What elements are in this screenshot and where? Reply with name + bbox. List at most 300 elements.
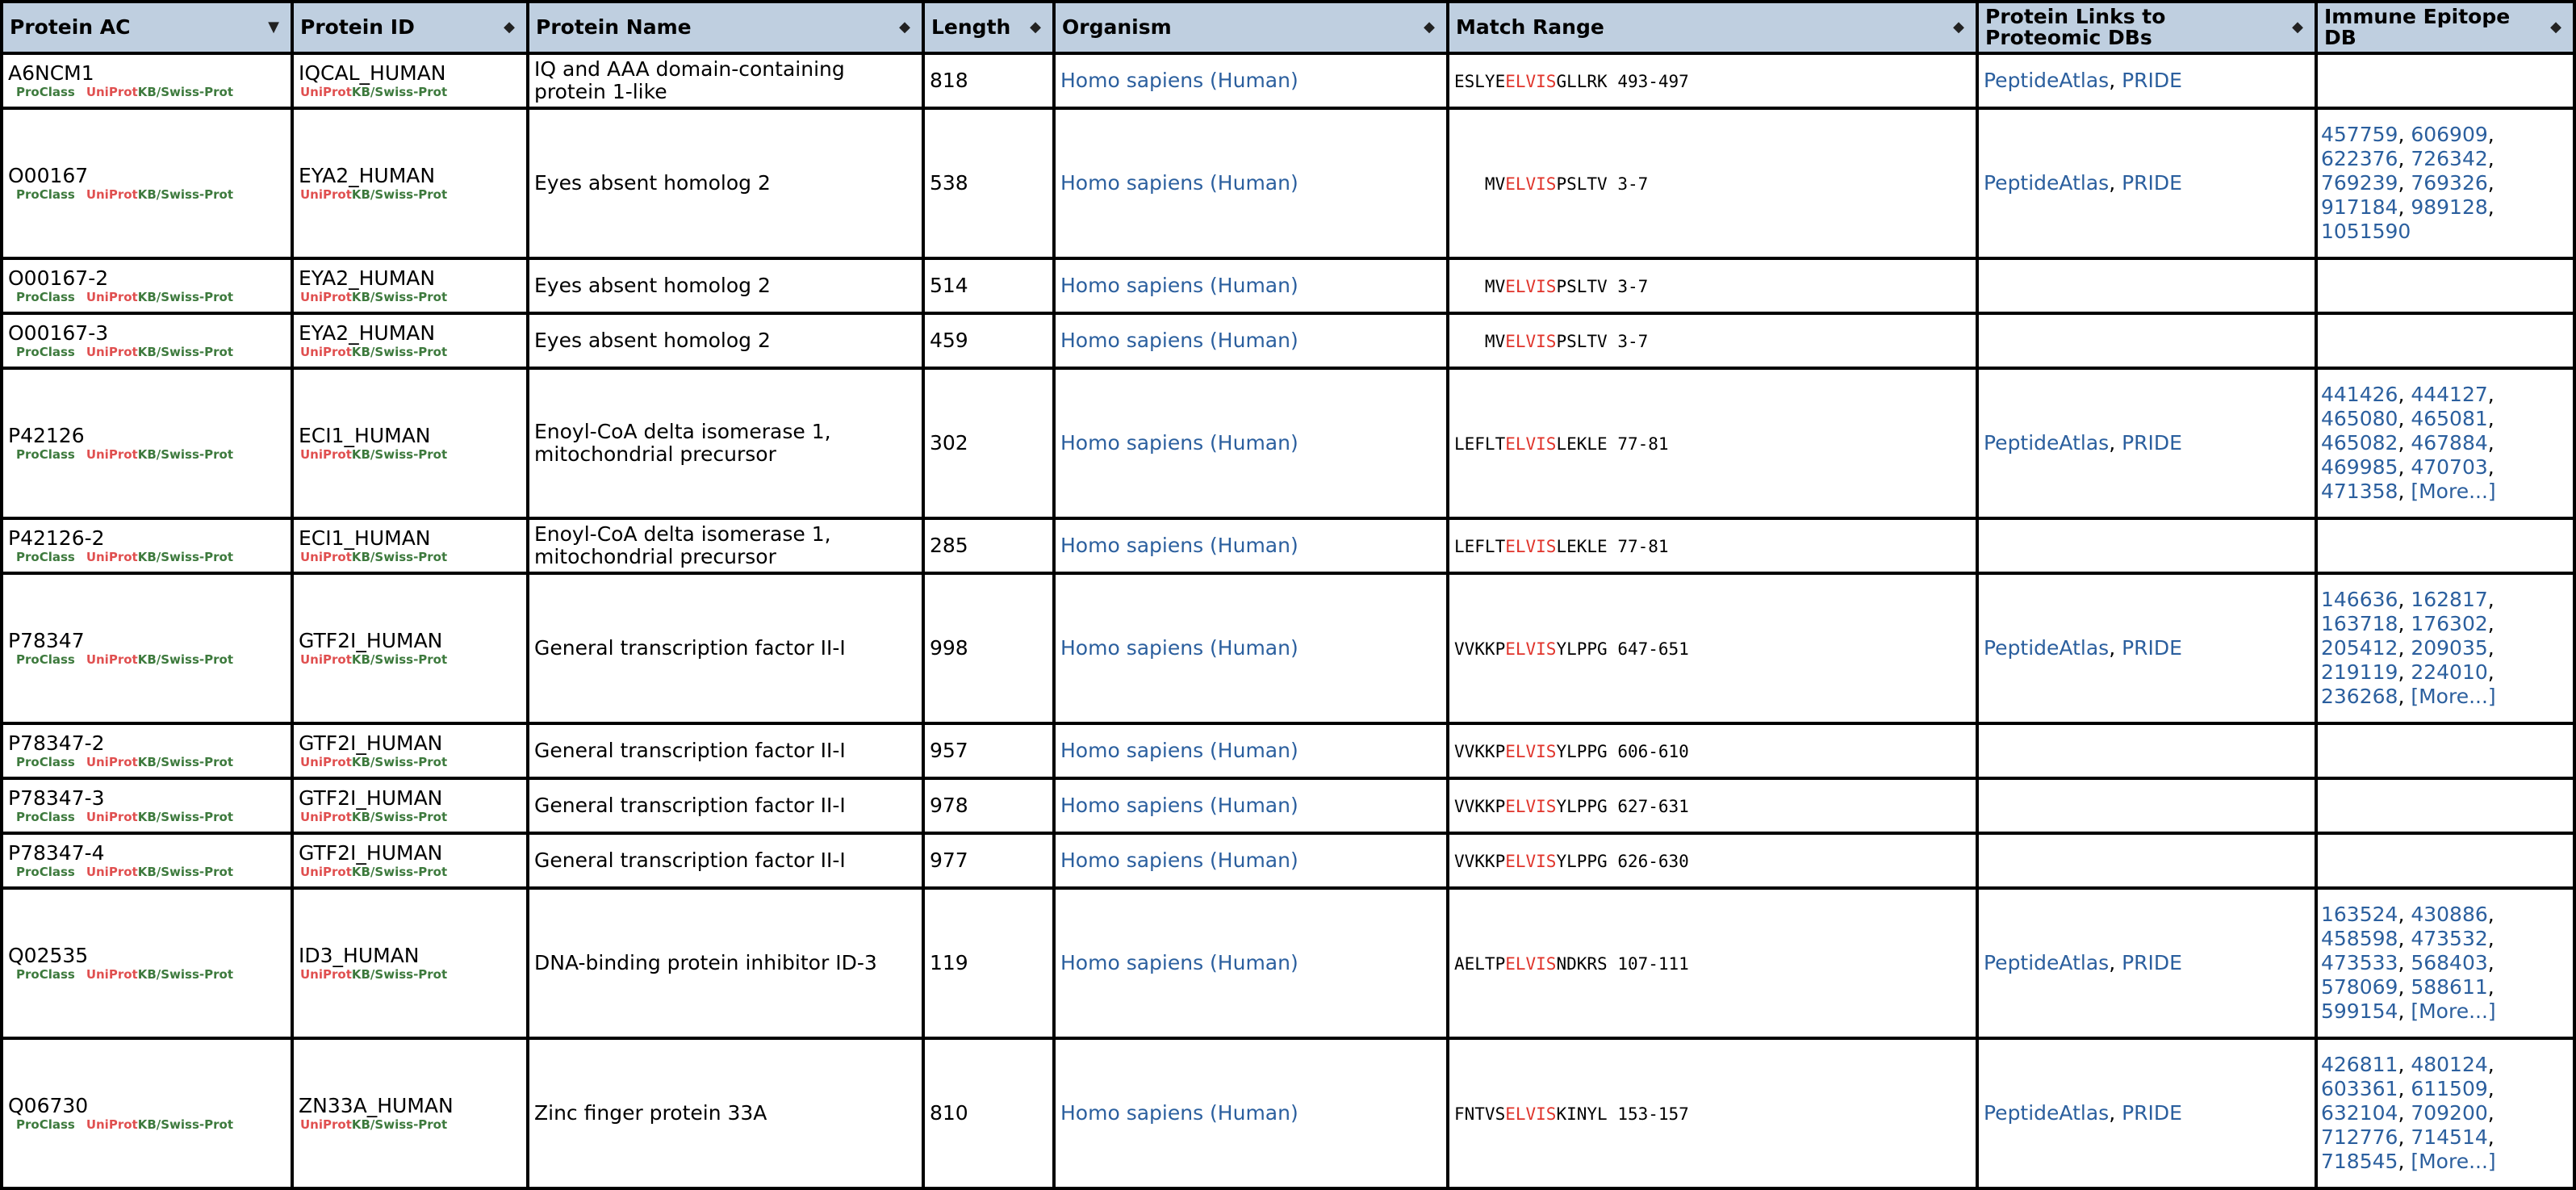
uniprot-link[interactable]: UniProt <box>86 1117 138 1132</box>
swissprot-link[interactable]: KB/Swiss-Prot <box>137 85 233 99</box>
cell-match-range <box>1448 833 1977 888</box>
epitope-separator: , <box>2398 1077 2411 1100</box>
epitope-link[interactable]: 588611 <box>2411 975 2488 999</box>
db-links <box>16 345 286 359</box>
protein-ac-value: P78347-3 <box>8 786 105 810</box>
epitope-link[interactable]: 1051590 <box>2321 220 2411 243</box>
length-value: 285 <box>930 534 968 557</box>
column-header-label: Length <box>931 15 1011 39</box>
match-range-value: 3-7 <box>1617 174 1649 194</box>
match-highlight: ELVIS <box>1505 796 1557 816</box>
column-header-protein-id[interactable] <box>292 2 528 53</box>
epitope-separator: , <box>2487 455 2494 479</box>
protein-id-value: EYA2_HUMAN <box>299 266 436 290</box>
cell-protein-id <box>292 833 528 888</box>
link-separator: , <box>2109 431 2122 455</box>
swissprot-link[interactable]: KB/Swiss-Prot <box>137 447 233 462</box>
epitope-link[interactable]: 709200 <box>2411 1101 2488 1125</box>
cell-length <box>923 258 1054 313</box>
organism-link[interactable]: Homo sapiens (Human) <box>1060 739 1298 762</box>
epitope-link[interactable]: 176302 <box>2411 612 2488 635</box>
length-value: 514 <box>930 274 968 297</box>
cell-protein-ac <box>2 778 292 833</box>
swissprot-link[interactable]: KB/Swiss-Prot <box>137 652 233 667</box>
epitope-link[interactable]: 578069 <box>2321 975 2398 999</box>
protein-ac-value: Q06730 <box>8 1094 89 1117</box>
epitope-separator: , <box>2487 660 2494 684</box>
proclass-link[interactable]: ProClass <box>16 187 75 202</box>
epitope-separator: , <box>2398 612 2411 635</box>
peptideatlas-link[interactable]: PeptideAtlas <box>1984 1101 2110 1125</box>
cell-protein-id <box>292 888 528 1038</box>
cell-length <box>923 833 1054 888</box>
protein-id-value: GTF2I_HUMAN <box>299 786 443 810</box>
uniprot-link[interactable]: UniProt <box>86 865 138 879</box>
match-prefix: ESLYE <box>1454 71 1506 91</box>
match-highlight: ELVIS <box>1505 1104 1557 1124</box>
match-highlight: ELVIS <box>1505 71 1557 91</box>
epitope-separator: , <box>2487 407 2494 430</box>
protein-ac-value: A6NCM1 <box>8 61 94 85</box>
swissprot-link[interactable]: KB/Swiss-Prot <box>137 755 233 769</box>
pride-link[interactable]: PRIDE <box>2122 951 2182 974</box>
epitope-link[interactable]: 606909 <box>2411 123 2488 146</box>
cell-match-range <box>1448 723 1977 778</box>
organism-link[interactable]: Homo sapiens (Human) <box>1060 951 1298 974</box>
protein-id-db-link[interactable] <box>300 967 521 982</box>
cell-protein-id <box>292 368 528 518</box>
sort-icon[interactable]: ◆ <box>2292 19 2303 36</box>
match-sequence <box>1454 332 1648 351</box>
cell-match-range <box>1448 518 1977 573</box>
epitope-separator: , <box>2398 999 2411 1023</box>
cell-protein-id <box>292 108 528 258</box>
peptideatlas-link[interactable]: PeptideAtlas <box>1984 431 2110 455</box>
organism-link[interactable]: Homo sapiens (Human) <box>1060 636 1298 660</box>
uniprot-link[interactable]: UniProt <box>86 447 138 462</box>
uniprot-link[interactable]: UniProt <box>86 85 138 99</box>
match-range-value: 606-610 <box>1617 741 1689 761</box>
column-header-label: Protein Name <box>536 15 692 39</box>
protein-name-value: General transcription factor II-I <box>534 636 846 660</box>
swissprot-label: KB/Swiss-Prot <box>351 447 448 462</box>
protein-id-db-link[interactable] <box>300 290 521 304</box>
protein-id-db-link[interactable] <box>300 85 521 99</box>
epitope-link[interactable]: 465080 <box>2321 407 2398 430</box>
proclass-link[interactable]: ProClass <box>16 755 75 769</box>
epitope-link[interactable]: 473533 <box>2321 951 2398 974</box>
match-range-value: 493-497 <box>1617 71 1689 91</box>
peptideatlas-link[interactable]: PeptideAtlas <box>1984 636 2110 660</box>
epitope-link[interactable]: 163718 <box>2321 612 2398 635</box>
proclass-link[interactable]: ProClass <box>16 345 75 359</box>
cell-organism <box>1054 1038 1448 1188</box>
swissprot-label: KB/Swiss-Prot <box>351 290 448 304</box>
peptideatlas-link[interactable]: PeptideAtlas <box>1984 171 2110 195</box>
uniprot-link[interactable]: UniProt <box>86 345 138 359</box>
match-prefix: VVKKP <box>1454 639 1506 659</box>
proclass-link[interactable]: ProClass <box>16 865 75 879</box>
epitope-link[interactable]: 469985 <box>2321 455 2398 479</box>
proclass-link[interactable]: ProClass <box>16 652 75 667</box>
epitope-separator: , <box>2398 975 2411 999</box>
epitope-link[interactable]: 430886 <box>2411 903 2488 926</box>
column-header-organism[interactable] <box>1054 2 1448 53</box>
db-links <box>16 865 286 879</box>
epitope-link[interactable]: 568403 <box>2411 951 2488 974</box>
epitope-link[interactable]: 457759 <box>2321 123 2398 146</box>
sort-icon[interactable]: ◆ <box>1953 19 1964 36</box>
cell-protein-ac <box>2 573 292 723</box>
protein-id-value: EYA2_HUMAN <box>299 321 436 345</box>
column-header-label: Protein Links to Proteomic DBs <box>1985 5 2166 49</box>
epitope-separator: , <box>2487 612 2494 635</box>
pride-link[interactable]: PRIDE <box>2122 69 2182 92</box>
pride-link[interactable]: PRIDE <box>2122 431 2182 455</box>
epitope-link[interactable]: 726342 <box>2411 147 2488 170</box>
match-sequence <box>1454 852 1689 871</box>
epitope-separator: , <box>2487 383 2494 406</box>
swissprot-label: KB/Swiss-Prot <box>351 187 448 202</box>
epitope-separator: , <box>2398 195 2411 219</box>
match-sequence <box>1454 742 1689 761</box>
table-row <box>2 313 2574 368</box>
sort-icon[interactable]: ◆ <box>504 19 515 36</box>
cell-protein-id <box>292 778 528 833</box>
cell-proteomic-links <box>1977 1038 2316 1188</box>
epitope-separator: , <box>2398 407 2411 430</box>
organism-link[interactable]: Homo sapiens (Human) <box>1060 329 1298 352</box>
table-row <box>2 518 2574 573</box>
cell-proteomic-links <box>1977 368 2316 518</box>
uniprot-link[interactable]: UniProt <box>86 810 138 824</box>
cell-match-range <box>1448 108 1977 258</box>
protein-ac-value: P78347-2 <box>8 731 105 755</box>
swissprot-link[interactable]: KB/Swiss-Prot <box>137 865 233 879</box>
epitope-link[interactable]: 224010 <box>2411 660 2488 684</box>
epitope-link[interactable]: 209035 <box>2411 636 2488 660</box>
cell-organism <box>1054 368 1448 518</box>
epitope-link[interactable]: 163524 <box>2321 903 2398 926</box>
peptideatlas-link[interactable]: PeptideAtlas <box>1984 69 2110 92</box>
epitope-separator: , <box>2487 123 2494 146</box>
protein-id-db-link[interactable] <box>300 187 521 202</box>
cell-length <box>923 778 1054 833</box>
db-links <box>16 967 286 982</box>
cell-protein-ac <box>2 833 292 888</box>
protein-name-value: DNA-binding protein inhibitor ID-3 <box>534 951 877 974</box>
protein-id-db-link[interactable] <box>300 447 521 462</box>
epitope-link[interactable]: 205412 <box>2321 636 2398 660</box>
cell-protein-name <box>528 518 923 573</box>
protein-name-value: Enoyl-CoA delta isomerase 1, mitochondrial precursor <box>534 420 831 466</box>
cell-protein-name <box>528 888 923 1038</box>
match-highlight: ELVIS <box>1505 174 1557 194</box>
epitope-link[interactable]: 632104 <box>2321 1101 2398 1125</box>
epitope-link[interactable]: 219119 <box>2321 660 2398 684</box>
epitope-separator: , <box>2487 636 2494 660</box>
cell-immune-epitope <box>2316 888 2574 1038</box>
epitope-separator: , <box>2487 1053 2494 1076</box>
cell-proteomic-links <box>1977 833 2316 888</box>
epitope-separator: , <box>2487 1101 2494 1125</box>
swissprot-label: KB/Swiss-Prot <box>351 755 448 769</box>
epitope-link[interactable]: 426811 <box>2321 1053 2398 1076</box>
epitope-link[interactable]: 480124 <box>2411 1053 2488 1076</box>
match-range-value: 153-157 <box>1617 1104 1689 1124</box>
more-epitopes-link[interactable]: [More...] <box>2411 1150 2496 1173</box>
epitope-link[interactable]: 917184 <box>2321 195 2398 219</box>
cell-match-range <box>1448 778 1977 833</box>
organism-link[interactable]: Homo sapiens (Human) <box>1060 274 1298 297</box>
db-links <box>16 290 286 304</box>
epitope-separator: , <box>2398 1125 2411 1149</box>
more-epitopes-link[interactable]: [More...] <box>2411 999 2496 1023</box>
column-header-label: Protein AC <box>10 15 131 39</box>
cell-protein-id <box>292 53 528 108</box>
epitope-separator: , <box>2398 123 2411 146</box>
uniprot-label: UniProt <box>300 865 352 879</box>
pride-link[interactable]: PRIDE <box>2122 636 2182 660</box>
protein-id-value: IQCAL_HUMAN <box>299 61 446 85</box>
match-sequence <box>1454 797 1689 816</box>
protein-id-db-link[interactable] <box>300 652 521 667</box>
sort-icon[interactable]: ◆ <box>899 19 910 36</box>
protein-id-db-link[interactable] <box>300 865 521 879</box>
match-suffix: YLPPG <box>1556 741 1608 761</box>
sort-icon[interactable]: ◆ <box>1424 19 1435 36</box>
epitope-link[interactable]: 458598 <box>2321 927 2398 950</box>
match-highlight: ELVIS <box>1505 741 1557 761</box>
cell-protein-name <box>528 258 923 313</box>
epitope-link[interactable]: 465081 <box>2411 407 2488 430</box>
proclass-link[interactable]: ProClass <box>16 447 75 462</box>
cell-match-range <box>1448 1038 1977 1188</box>
swissprot-label: KB/Swiss-Prot <box>351 345 448 359</box>
uniprot-link[interactable]: UniProt <box>86 652 138 667</box>
link-separator: , <box>2109 636 2122 660</box>
epitope-link[interactable]: 622376 <box>2321 147 2398 170</box>
epitope-link[interactable]: 603361 <box>2321 1077 2398 1100</box>
protein-id-value: GTF2I_HUMAN <box>299 841 443 865</box>
epitope-separator: , <box>2487 951 2494 974</box>
epitope-separator: , <box>2398 685 2411 708</box>
proclass-link[interactable]: ProClass <box>16 810 75 824</box>
swissprot-link[interactable]: KB/Swiss-Prot <box>137 550 233 564</box>
length-value: 978 <box>930 794 968 817</box>
pride-link[interactable]: PRIDE <box>2122 171 2182 195</box>
epitope-link[interactable]: 769326 <box>2411 171 2488 195</box>
swissprot-link[interactable]: KB/Swiss-Prot <box>137 967 233 982</box>
cell-match-range <box>1448 258 1977 313</box>
organism-link[interactable]: Homo sapiens (Human) <box>1060 794 1298 817</box>
epitope-link[interactable]: 473532 <box>2411 927 2488 950</box>
epitope-link[interactable]: 718545 <box>2321 1150 2398 1173</box>
epitope-link[interactable]: 471358 <box>2321 480 2398 503</box>
match-sequence <box>1454 174 1648 194</box>
epitope-link[interactable]: 441426 <box>2321 383 2398 406</box>
epitope-link[interactable]: 146636 <box>2321 588 2398 611</box>
swissprot-link[interactable]: KB/Swiss-Prot <box>137 1117 233 1132</box>
uniprot-label: UniProt <box>300 85 352 99</box>
db-links <box>16 550 286 564</box>
uniprot-link[interactable]: UniProt <box>86 550 138 564</box>
epitope-separator: , <box>2487 588 2494 611</box>
cell-proteomic-links <box>1977 573 2316 723</box>
swissprot-link[interactable]: KB/Swiss-Prot <box>137 290 233 304</box>
cell-protein-name <box>528 313 923 368</box>
cell-length <box>923 518 1054 573</box>
cell-match-range <box>1448 313 1977 368</box>
cell-proteomic-links <box>1977 108 2316 258</box>
organism-link[interactable]: Homo sapiens (Human) <box>1060 69 1298 92</box>
epitope-link[interactable]: 444127 <box>2411 383 2488 406</box>
cell-protein-id <box>292 1038 528 1188</box>
epitope-link[interactable]: 712776 <box>2321 1125 2398 1149</box>
protein-name-value: Eyes absent homolog 2 <box>534 274 771 297</box>
cell-protein-id <box>292 723 528 778</box>
sort-icon[interactable]: ◆ <box>1030 19 1041 36</box>
length-value: 302 <box>930 431 968 455</box>
protein-id-db-link[interactable] <box>300 345 521 359</box>
column-header-protein-ac[interactable] <box>2 2 292 53</box>
organism-link[interactable]: Homo sapiens (Human) <box>1060 849 1298 872</box>
proclass-link[interactable]: ProClass <box>16 85 75 99</box>
column-header-length[interactable] <box>923 2 1054 53</box>
protein-id-db-link[interactable] <box>300 755 521 769</box>
match-suffix: NDKRS <box>1556 953 1608 974</box>
protein-name-value: General transcription factor II-I <box>534 849 846 872</box>
swissprot-link[interactable]: KB/Swiss-Prot <box>137 810 233 824</box>
sort-icon[interactable]: ◆ <box>2550 19 2561 36</box>
proclass-link[interactable]: ProClass <box>16 967 75 982</box>
cell-length <box>923 723 1054 778</box>
protein-id-value: ECI1_HUMAN <box>299 424 431 447</box>
epitope-separator: , <box>2398 455 2411 479</box>
uniprot-link[interactable]: UniProt <box>86 755 138 769</box>
column-header-immune-epitope-db[interactable] <box>2316 2 2574 53</box>
swissprot-label: KB/Swiss-Prot <box>351 85 448 99</box>
protein-name-value: IQ and AAA domain-containing protein 1-like <box>534 57 845 103</box>
swissprot-link[interactable]: KB/Swiss-Prot <box>137 187 233 202</box>
match-prefix: LEFLT <box>1454 536 1506 556</box>
epitope-link[interactable]: 599154 <box>2321 999 2398 1023</box>
match-prefix: VVKKP <box>1454 851 1506 871</box>
epitope-separator: , <box>2398 636 2411 660</box>
sort-desc-icon[interactable]: ▼ <box>268 19 279 36</box>
table-row <box>2 723 2574 778</box>
uniprot-link[interactable]: UniProt <box>86 290 138 304</box>
length-value: 977 <box>930 849 968 872</box>
protein-name-value: Eyes absent homolog 2 <box>534 329 771 352</box>
match-highlight: ELVIS <box>1505 536 1557 556</box>
epitope-link[interactable]: 714514 <box>2411 1125 2488 1149</box>
epitope-link[interactable]: 989128 <box>2411 195 2488 219</box>
organism-link[interactable]: Homo sapiens (Human) <box>1060 171 1298 195</box>
cell-protein-id <box>292 573 528 723</box>
epitope-separator: , <box>2398 1101 2411 1125</box>
match-suffix: KINYL <box>1556 1104 1608 1124</box>
cell-immune-epitope <box>2316 778 2574 833</box>
swissprot-link[interactable]: KB/Swiss-Prot <box>137 345 233 359</box>
column-header-protein-name[interactable] <box>528 2 923 53</box>
cell-organism <box>1054 888 1448 1038</box>
peptideatlas-link[interactable]: PeptideAtlas <box>1984 951 2110 974</box>
db-links <box>16 187 286 202</box>
match-sequence <box>1454 72 1689 91</box>
more-epitopes-link[interactable]: [More...] <box>2411 480 2496 503</box>
swissprot-label: KB/Swiss-Prot <box>351 810 448 824</box>
cell-proteomic-links <box>1977 778 2316 833</box>
proclass-link[interactable]: ProClass <box>16 290 75 304</box>
epitope-link[interactable]: 467884 <box>2411 431 2488 455</box>
cell-protein-name <box>528 368 923 518</box>
cell-protein-ac <box>2 723 292 778</box>
cell-protein-ac <box>2 1038 292 1188</box>
column-header-label: Match Range <box>1456 15 1604 39</box>
protein-id-db-link[interactable] <box>300 810 521 824</box>
pride-link[interactable]: PRIDE <box>2122 1101 2182 1125</box>
cell-protein-name <box>528 108 923 258</box>
protein-id-db-link[interactable] <box>300 550 521 564</box>
epitope-link[interactable]: 162817 <box>2411 588 2488 611</box>
cell-organism <box>1054 53 1448 108</box>
epitope-separator: , <box>2398 951 2411 974</box>
protein-id-db-link[interactable] <box>300 1117 521 1132</box>
cell-immune-epitope <box>2316 573 2574 723</box>
organism-link[interactable]: Homo sapiens (Human) <box>1060 534 1298 557</box>
epitope-link[interactable]: 470703 <box>2411 455 2488 479</box>
table-row <box>2 778 2574 833</box>
epitope-separator: , <box>2398 171 2411 195</box>
cell-immune-epitope <box>2316 313 2574 368</box>
cell-protein-id <box>292 313 528 368</box>
uniprot-link[interactable]: UniProt <box>86 187 138 202</box>
cell-protein-ac <box>2 258 292 313</box>
epitope-link[interactable]: 769239 <box>2321 171 2398 195</box>
db-links <box>16 755 286 769</box>
organism-link[interactable]: Homo sapiens (Human) <box>1060 1101 1298 1125</box>
protein-ac-value: Q02535 <box>8 944 89 967</box>
link-separator: , <box>2109 171 2122 195</box>
cell-organism <box>1054 573 1448 723</box>
swissprot-label: KB/Swiss-Prot <box>351 652 448 667</box>
uniprot-link[interactable]: UniProt <box>86 967 138 982</box>
epitope-link[interactable]: 465082 <box>2321 431 2398 455</box>
match-suffix: LEKLE <box>1556 536 1608 556</box>
cell-length <box>923 1038 1054 1188</box>
column-header-proteomic-links[interactable] <box>1977 2 2316 53</box>
protein-id-value: EYA2_HUMAN <box>299 164 436 187</box>
epitope-link[interactable]: 611509 <box>2411 1077 2488 1100</box>
proclass-link[interactable]: ProClass <box>16 550 75 564</box>
swissprot-label: KB/Swiss-Prot <box>351 550 448 564</box>
swissprot-label: KB/Swiss-Prot <box>351 1117 448 1132</box>
organism-link[interactable]: Homo sapiens (Human) <box>1060 431 1298 455</box>
proclass-link[interactable]: ProClass <box>16 1117 75 1132</box>
length-value: 119 <box>930 951 968 974</box>
column-header-match-range[interactable] <box>1448 2 1977 53</box>
match-highlight: ELVIS <box>1505 276 1557 296</box>
match-sequence <box>1454 954 1689 974</box>
epitope-link[interactable]: 236268 <box>2321 685 2398 708</box>
more-epitopes-link[interactable]: [More...] <box>2411 685 2496 708</box>
protein-name-value: Enoyl-CoA delta isomerase 1, mitochondrial precursor <box>534 522 831 568</box>
link-separator: , <box>2109 69 2122 92</box>
epitope-separator: , <box>2487 147 2494 170</box>
cell-protein-name <box>528 53 923 108</box>
match-range-value: 647-651 <box>1617 639 1689 659</box>
